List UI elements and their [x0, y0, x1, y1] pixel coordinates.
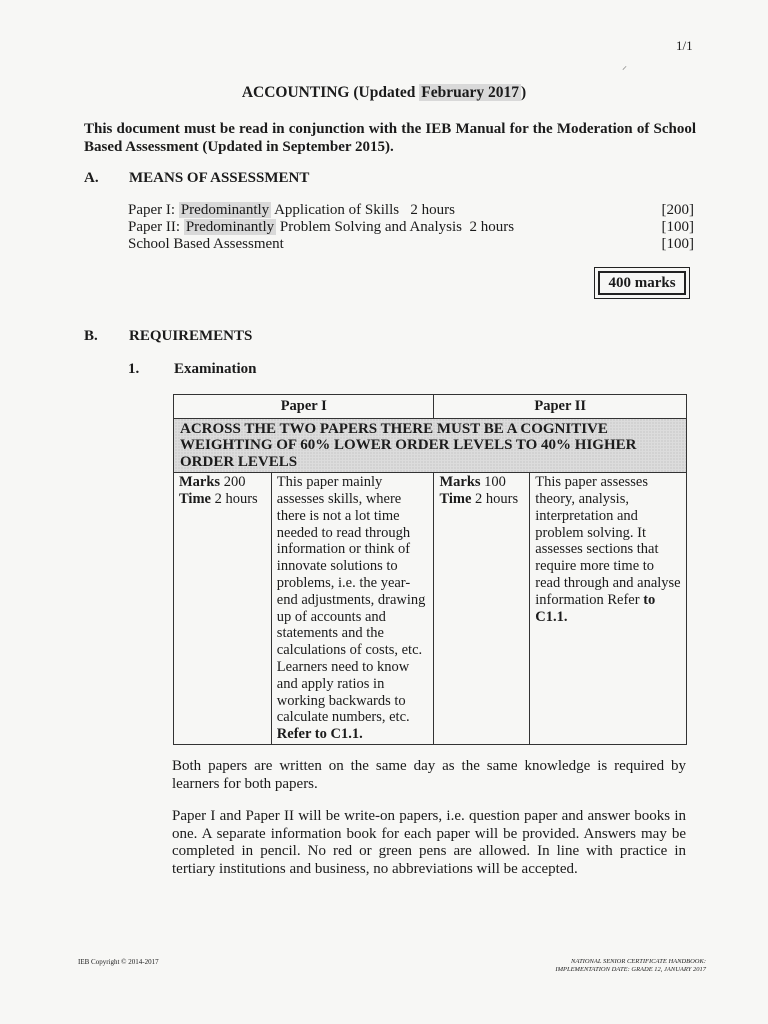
paper-2-marks-time	[434, 473, 530, 745]
paragraph-write-on-papers: Paper I and Paper II will be write-on papers, i.e. question paper and answer books in one. A separate information book for each paper will be provided. Answers may be completed in pencil. No red or green pens are allowed. In line with practice in tertiary institutions and business, no abbreviations will be accepted.	[172, 808, 686, 877]
assessment-label	[128, 202, 455, 219]
paper-2-description	[530, 473, 687, 745]
paper-2-time	[439, 491, 524, 508]
assessment-marks: [200]	[661, 202, 694, 218]
marks-label: Marks	[179, 474, 221, 491]
marks-value: 100	[480, 474, 506, 491]
assessment-prefix: Paper II:	[128, 219, 184, 235]
section-a-letter: A.	[84, 170, 99, 186]
assessment-item	[128, 236, 694, 253]
assessment-rest: Problem Solving and Analysis 2 hours	[276, 219, 515, 235]
title-highlight: February 2017	[421, 84, 519, 101]
examination-table	[173, 394, 687, 745]
assessment-prefix: Paper I:	[128, 202, 179, 218]
assessment-label	[128, 219, 514, 236]
assessment-marks: [100]	[661, 219, 694, 235]
document-title	[0, 84, 768, 102]
assessment-label	[128, 236, 284, 253]
footer-copyright: IEB Copyright © 2014-2017	[78, 958, 159, 966]
assessment-item	[128, 202, 694, 219]
scan-mark: ⸝	[622, 61, 627, 72]
intro-paragraph: This document must be read in conjunction with the IEB Manual for the Moderation of School Based Assessment (Updated in September 2015).	[84, 121, 696, 155]
assessment-rest: Application of Skills 2 hours	[271, 202, 455, 218]
paper-1-description-text: This paper mainly assesses skills, where there is not a lot time needed to read through information or think of innovate solutions to problems, i.e. the year-end adjustments, drawing up of accounts and statements and the calculations of costs, etc. Learners need to know and apply ratios in working backwards to calculate numbers, etc.	[276, 474, 426, 726]
assessment-highlight: Predominantly	[180, 202, 270, 218]
time-label: Time	[439, 491, 472, 508]
assessment-marks: [100]	[661, 236, 694, 252]
subsection-title: Examination	[174, 361, 257, 377]
paper-1-marks	[179, 474, 266, 491]
time-value: 2 hours	[210, 491, 258, 508]
marks-label: Marks	[439, 474, 481, 491]
footer-handbook-line-2: IMPLEMENTATION DATE: GRADE 12, JANUARY 2017	[555, 966, 706, 973]
page-number: 1/1	[676, 38, 693, 53]
assessment-item	[128, 219, 694, 236]
section-b-title: REQUIREMENTS	[129, 328, 253, 344]
footer-handbook	[470, 958, 706, 974]
time-value: 2 hours	[471, 491, 519, 508]
assessment-highlight: Predominantly	[185, 219, 275, 235]
section-a-title: MEANS OF ASSESSMENT	[129, 170, 310, 186]
paper-1-time	[179, 491, 266, 508]
table-row	[174, 473, 687, 745]
assessment-prefix: School Based Assessment	[128, 236, 284, 252]
paper-1-description	[271, 473, 434, 745]
table-header-row	[174, 395, 687, 419]
section-b-letter: B.	[84, 328, 98, 344]
paragraph-same-day: Both papers are written on the same day as the same knowledge is required by learners for both papers.	[172, 758, 686, 792]
paper-2-header: Paper II	[434, 395, 687, 419]
title-suffix: )	[520, 84, 527, 101]
total-marks-box	[594, 267, 690, 299]
subsection-number: 1.	[128, 361, 140, 377]
means-of-assessment-list	[128, 202, 694, 253]
paper-1-marks-time	[174, 473, 272, 745]
total-marks: 400 marks	[598, 271, 686, 295]
paper-2-marks	[439, 474, 524, 491]
paper-1-reference: Refer to C1.1.	[276, 726, 363, 743]
paper-1-header: Paper I	[174, 395, 434, 419]
paper-2-description-text: This paper assesses theory, analysis, interpretation and problem solving. It assesses sections that require more time to read through and analyse information Refer	[535, 474, 681, 608]
time-label: Time	[179, 491, 211, 508]
paper-2-reference: to C1.1.	[535, 591, 656, 625]
footer-handbook-line-1: NATIONAL SENIOR CERTIFICATE HANDBOOK:	[571, 958, 706, 965]
marks-value: 200	[220, 474, 246, 491]
title-prefix: ACCOUNTING (Updated	[241, 84, 420, 101]
cognitive-weighting-banner: ACROSS THE TWO PAPERS THERE MUST BE A COGNITIVE WEIGHTING OF 60% LOWER ORDER LEVELS TO 40% HIGHER ORDER LEVELS	[174, 418, 687, 473]
table-banner-row	[174, 418, 687, 473]
